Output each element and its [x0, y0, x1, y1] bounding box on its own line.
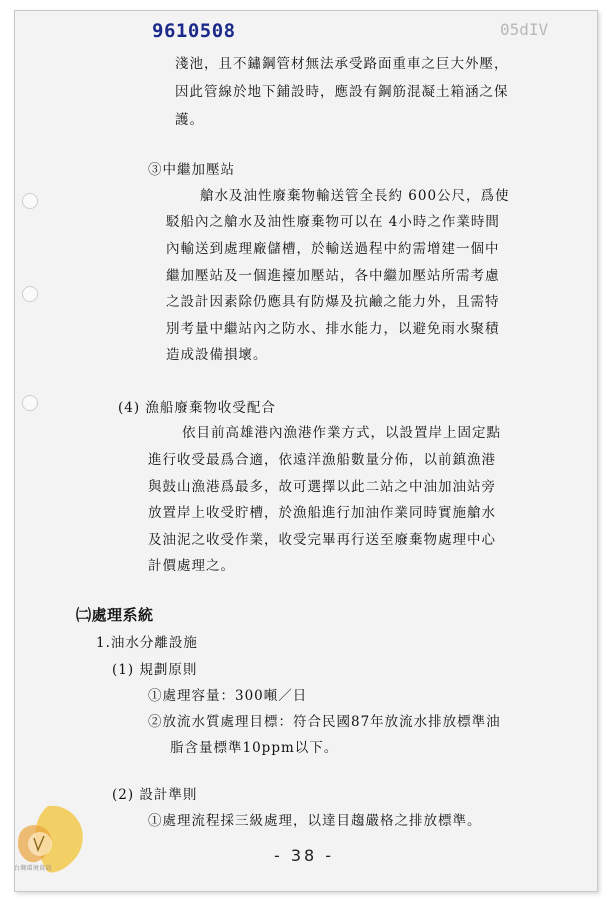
body-line: 依目前高雄港內漁港作業方式，以設置岸上固定點	[182, 425, 501, 441]
logo-caption: 台灣環境資訊	[14, 865, 52, 872]
subsection-heading: ③中繼加壓站	[148, 162, 235, 178]
binder-hole-icon	[22, 193, 38, 209]
body-line: 艙水及油性廢棄物輸送管全長約 600公尺，爲使	[200, 188, 510, 204]
body-line: ②放流水質處理目標：符合民國87年放流水排放標準油	[148, 714, 501, 730]
body-line: 放置岸上收受貯槽，於漁船進行加油作業同時實施艙水	[148, 505, 496, 521]
body-line: 與鼓山漁港爲最多，故可選擇以此二站之中油加油站旁	[148, 479, 496, 495]
body-line: 淺池，且不鏽鋼管材無法承受路面重車之巨大外壓，	[175, 56, 509, 72]
body-line: ①處理容量：300噸／日	[148, 688, 308, 704]
bleed-through-doc-id: 05dIV	[500, 20, 549, 39]
body-line: 進行收受最爲合適，依遠洋漁船數量分佈，以前鎮漁港	[148, 452, 496, 468]
item-heading: (1) 規劃原則	[112, 662, 198, 678]
page-number: - 38 -	[273, 846, 335, 865]
body-line: 內輸送到處理廠儲槽，於輸送過程中約需增建一個中	[166, 241, 500, 257]
item-heading: (2) 設計準則	[112, 787, 198, 803]
body-line: 別考量中繼站內之防水、排水能力，以避免雨水聚積	[166, 321, 500, 337]
body-line: 脂含量標準10ppm以下。	[170, 740, 339, 756]
body-line: 護。	[175, 112, 204, 128]
body-line: 造成設備損壞。	[166, 347, 268, 363]
body-line: 駁船內之艙水及油性廢棄物可以在 4小時之作業時間	[166, 214, 500, 230]
body-line: 之設計因素除仍應具有防爆及抗鹼之能力外，且需特	[166, 294, 500, 310]
document-id: 9610508	[152, 20, 236, 42]
section-heading: ㈡處理系統	[76, 606, 154, 624]
subsection-heading: (4) 漁船廢棄物收受配合	[118, 400, 276, 416]
binder-hole-icon	[22, 286, 38, 302]
body-line: 計價處理之。	[148, 558, 235, 574]
body-line: 繼加壓站及一個進擡加壓站，各中繼加壓站所需考慮	[166, 268, 500, 284]
body-line: ①處理流程採三級處理，以達目趨嚴格之排放標準。	[148, 813, 482, 829]
binder-hole-icon	[22, 395, 38, 411]
body-line: 因此管線於地下鋪設時，應設有鋼筋混凝土箱涵之保	[175, 84, 509, 100]
body-line: 及油泥之收受作業，收受完畢再行送至廢棄物處理中心	[148, 532, 496, 548]
item-heading: 1.油水分離設施	[96, 635, 198, 651]
